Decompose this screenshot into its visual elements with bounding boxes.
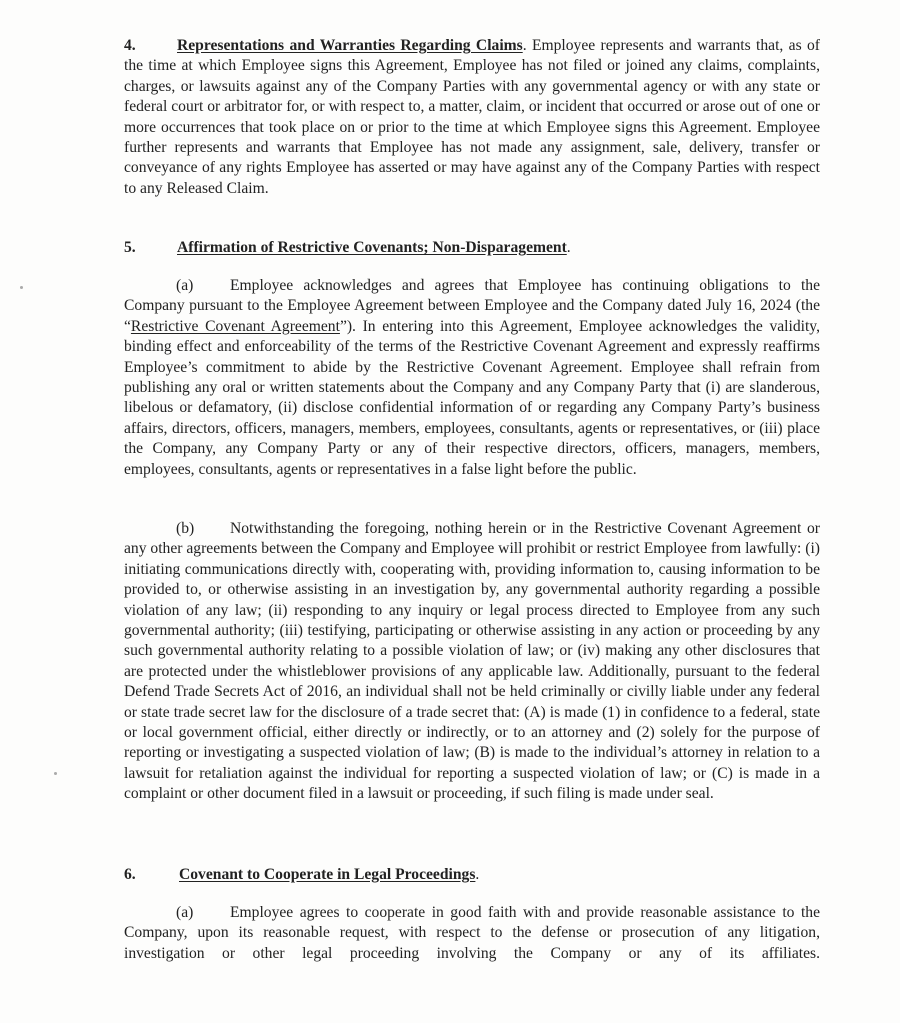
section-5-heading-end: . [566, 239, 571, 256]
section-5b-label: (b) [176, 520, 195, 537]
section-6-heading: Covenant to Cooperate in Legal Proceedings [179, 866, 476, 883]
section-4-number: 4. [124, 37, 136, 54]
section-5-header [124, 238, 820, 258]
section-5-heading: Affirmation of Restrictive Covenants; Non-Disparagement [177, 239, 567, 256]
section-6-number: 6. [124, 866, 136, 883]
section-4 [124, 36, 820, 199]
section-5a-defined-term: Restrictive Covenant Agreement [130, 317, 340, 335]
section-6a-label: (a) [176, 904, 194, 921]
section-5a-text-after: ”). In entering into this Agreement, Employee acknowledges the validity, binding effect and enforceability of the terms of the Restrictive Covenant Agreement and expressly reaffirms Employee’s commitment to abide by the Restrictive Covenant Agreement. Employee shall refrain from publishing any oral or written statements about the Company and any Company Party that (i) are slanderous, libelous or defamatory, (ii) disclose confidential information of or regarding any Company Party’s business affairs, directors, officers, managers, members, employees, consultants, agents or representatives, or (iii) place the Company, any Company Party or any of their respective directors, officers, managers, members, employees, consultants, agents or representatives in a false light before the public. [124, 317, 820, 478]
section-4-body: Employee represents and warrants that, as of the time at which Employee signs this Agreement, Employee has not filed or joined any claims, complaints, charges, or lawsuits against any of the Company Parties with any governmental agency or with any state or federal court or arbitrator for, or with respect to, a matter, claim, or incident that occurred or arose out of one or more occurrences that took place on or prior to the time at which Employee signs this Agreement. Employee further represents and warrants that Employee has not made any assignment, sale, delivery, transfer or conveyance of any rights Employee has asserted or may have against any of the Company Parties with respect to any Released Claim. [124, 37, 820, 197]
section-6a [124, 903, 820, 964]
section-5b-text: Notwithstanding the foregoing, nothing herein or in the Restrictive Covenant Agreement or any other agreements between the Company and Employee will prohibit or restrict Employee from lawfully: (i) initiating communications directly with, cooperating with, providing information to, causing information to be provided to, or otherwise assisting in an investigation by, any governmental authority regarding a possible violation of any law; (ii) responding to any inquiry or legal process directed to Employee from any such governmental authority; (iii) testifying, participating or otherwise assisting in any action or proceeding by any such governmental authority relating to a possible violation of law; or (iv) making any other disclosures that are protected under the whistleblower provisions of any applicable law. Additionally, pursuant to the federal Defend Trade Secrets Act of 2016, an individual shall not be held criminally or civilly liable under any federal or state trade secret law for the disclosure of a trade secret that: (A) is made (1) in confidence to a federal, state or local government official, either directly or indirectly, or to an attorney and (2) solely for the purpose of reporting or investigating a suspected violation of law; (B) is made to the individual’s attorney in relation to a lawsuit for retaliation against the individual for reporting a suspected violation of law; or (C) is made in a complaint or other document filed in a lawsuit or proceeding, if such filing is made under seal. [124, 520, 820, 803]
section-6-heading-end: . [475, 866, 480, 883]
section-4-heading: Representations and Warranties Regarding Claims [177, 37, 523, 54]
section-5b [124, 519, 820, 805]
section-6a-text: Employee agrees to cooperate in good faith with and provide reasonable assistance to the Company, upon its reasonable request, with respect to the defense or prosecution of any litigation, investigation or other legal proceeding involving the Company or any of its affiliates. [124, 904, 820, 962]
section-6-header [124, 865, 820, 885]
section-5a-label: (a) [176, 277, 194, 294]
section-5a-text-before: Employee acknowledges and agrees that Employee has continuing obligations to the Company pursuant to the Employee Agreement between Employee and the Company dated July 16, 2024 (the “ [124, 277, 820, 335]
scan-speck [54, 772, 57, 775]
section-5a [124, 276, 820, 480]
section-4-heading-end: . [522, 37, 527, 54]
section-5-number: 5. [124, 239, 136, 256]
scan-speck [20, 286, 23, 289]
